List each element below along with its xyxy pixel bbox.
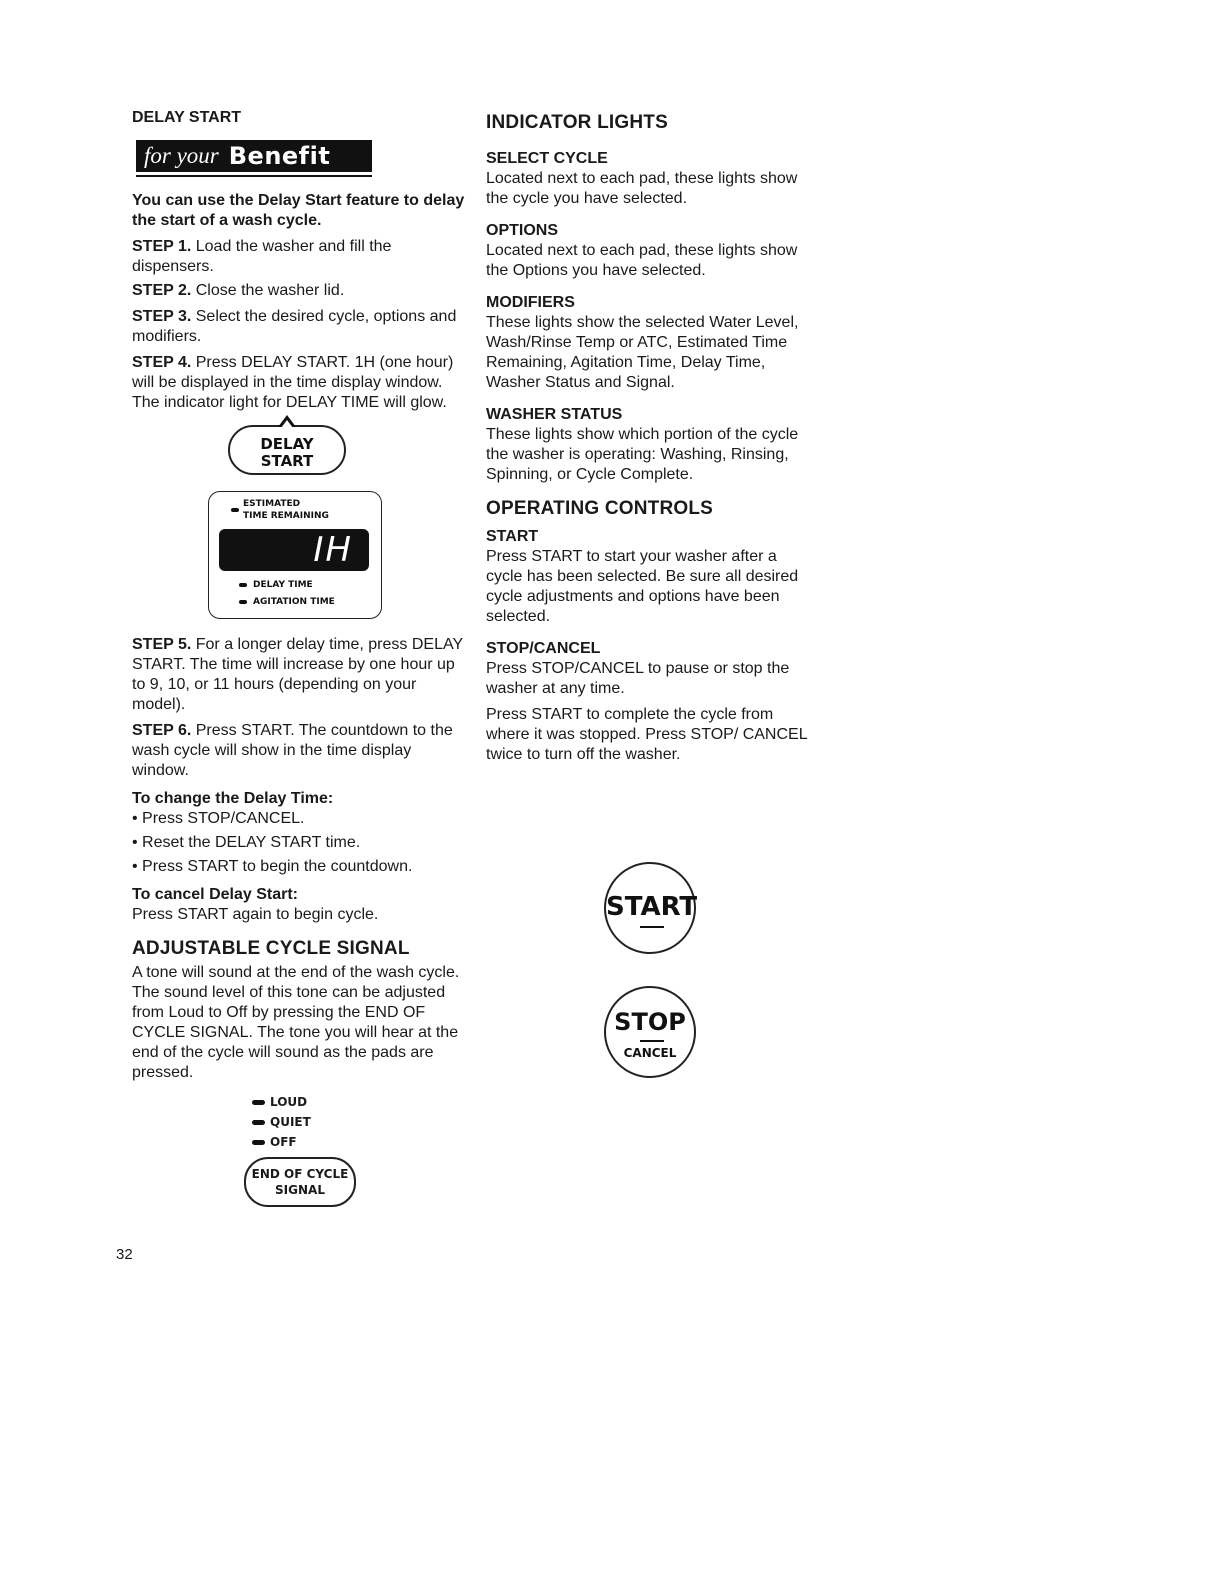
select-cycle-heading: SELECT CYCLE: [486, 150, 608, 167]
start-pad-illustration: [604, 862, 696, 954]
lcd-readout: IH: [313, 530, 353, 570]
stop-cancel-text-2: Press START to complete the cycle from where it was stopped. Press STOP/ CANCEL twice to turn off the washer.: [486, 706, 808, 763]
indicator-dot-icon: [252, 1140, 265, 1145]
page-number: 32: [116, 1246, 133, 1263]
estimated-label: ESTIMATED: [243, 499, 301, 509]
signal-level-quiet: QUIET: [252, 1115, 311, 1129]
delay-pad-line2: START: [260, 452, 314, 470]
indicator-lights-heading: INDICATOR LIGHTS: [486, 112, 668, 133]
step-3: STEP 3. Select the desired cycle, options and modifiers.: [132, 308, 457, 345]
delay-pad-line1: DELAY: [260, 435, 314, 453]
banner-rule: [136, 175, 372, 177]
step-2: STEP 2. Close the washer lid.: [132, 282, 345, 299]
stop-cancel-pad-illustration: [604, 986, 696, 1078]
options-text: Located next to each pad, these lights show the Options you have selected.: [486, 242, 798, 279]
start-text: Press START to start your washer after a cycle has been selected. Be sure all desired cycle adjustments and options have been selected.: [486, 548, 799, 625]
stop-pad-label: STOP: [614, 1008, 686, 1036]
washer-status-text: These lights show which portion of the cycle the washer is operating: Washing, Rinsing, Spinning, or Cycle Complete.: [486, 426, 799, 483]
time-display-panel: [208, 491, 382, 619]
change-delay-heading: To change the Delay Time:: [132, 790, 334, 807]
agitation-time-label: AGITATION TIME: [253, 597, 335, 607]
banner-benefit: Benefit: [228, 142, 331, 170]
indicator-dot-icon: [252, 1100, 265, 1105]
indicator-dot-icon: [239, 583, 247, 587]
stop-cancel-heading: STOP/CANCEL: [486, 640, 601, 657]
indicator-dot-icon: [231, 508, 239, 512]
indicator-dot-icon: [252, 1120, 265, 1125]
start-heading: START: [486, 528, 539, 545]
stop-pad-underline: [640, 1040, 664, 1042]
start-pad-label: START: [606, 892, 698, 922]
step-4: STEP 4. Press DELAY START. 1H (one hour) will be displayed in the time display window. The indicator light for DELAY TIME will glow.: [132, 354, 454, 411]
start-pad-underline: [640, 926, 664, 928]
cancel-delay-heading: To cancel Delay Start:: [132, 886, 298, 903]
change-item-1: • Press STOP/CANCEL.: [132, 810, 305, 827]
step-1: STEP 1. Load the washer and fill the dispensers.: [132, 238, 392, 275]
cancel-pad-label: CANCEL: [623, 1046, 677, 1060]
left-column: [132, 108, 467, 1211]
modifiers-heading: MODIFIERS: [486, 294, 575, 311]
cycle-signal-text: A tone will sound at the end of the wash cycle. The sound level of this tone can be adjusted from Loud to Off by pressing the END OF CYCLE SIGNAL. The tone you will hear at the end of the cycle will sound as the pads are pressed.: [132, 964, 460, 1081]
for-your-benefit-banner: [136, 140, 372, 177]
delay-start-lead: You can use the Delay Start feature to delay the start of a wash cycle.: [132, 192, 465, 229]
select-cycle-text: Located next to each pad, these lights show the cycle you have selected.: [486, 170, 798, 207]
lcd-display: [219, 529, 369, 571]
modifiers-text: These lights show the selected Water Level, Wash/Rinse Temp or ATC, Estimated Time Remaining, Agitation Time, Delay Time, Washer Status and Signal.: [486, 314, 799, 391]
delay-time-label: DELAY TIME: [253, 580, 313, 590]
change-item-2: • Reset the DELAY START time.: [132, 834, 361, 851]
eoc-pad-line2: SIGNAL: [275, 1183, 325, 1197]
options-heading: OPTIONS: [486, 222, 559, 239]
eoc-pad-line1: END OF CYCLE: [251, 1167, 349, 1181]
end-of-cycle-pad-outline: [244, 1157, 356, 1207]
stop-cancel-text-1: Press STOP/CANCEL to pause or stop the washer at any time.: [486, 660, 790, 697]
operating-controls-heading: OPERATING CONTROLS: [486, 498, 714, 519]
indicator-dot-icon: [239, 600, 247, 604]
banner-for-your: for your: [144, 143, 219, 168]
time-remaining-label: TIME REMAINING: [243, 511, 329, 521]
step-5: STEP 5. For a longer delay time, press DELAY START. The time will increase by one hour up to 9, 10, or 11 hours (depending on your model).: [132, 636, 463, 713]
change-item-3: • Press START to begin the countdown.: [132, 858, 413, 875]
signal-level-loud: LOUD: [252, 1095, 307, 1109]
washer-status-heading: WASHER STATUS: [486, 406, 623, 423]
signal-level-off: OFF: [252, 1135, 297, 1149]
step-6: STEP 6. Press START. The countdown to the wash cycle will show in the time display window.: [132, 722, 453, 779]
cycle-signal-heading: ADJUSTABLE CYCLE SIGNAL: [132, 938, 410, 959]
right-column: [486, 108, 816, 765]
delay-start-heading: DELAY START: [132, 109, 242, 126]
cancel-delay-text: Press START again to begin cycle.: [132, 906, 379, 923]
delay-start-pad-illustration: [228, 421, 348, 479]
end-of-cycle-signal-illustration: [252, 1095, 382, 1211]
